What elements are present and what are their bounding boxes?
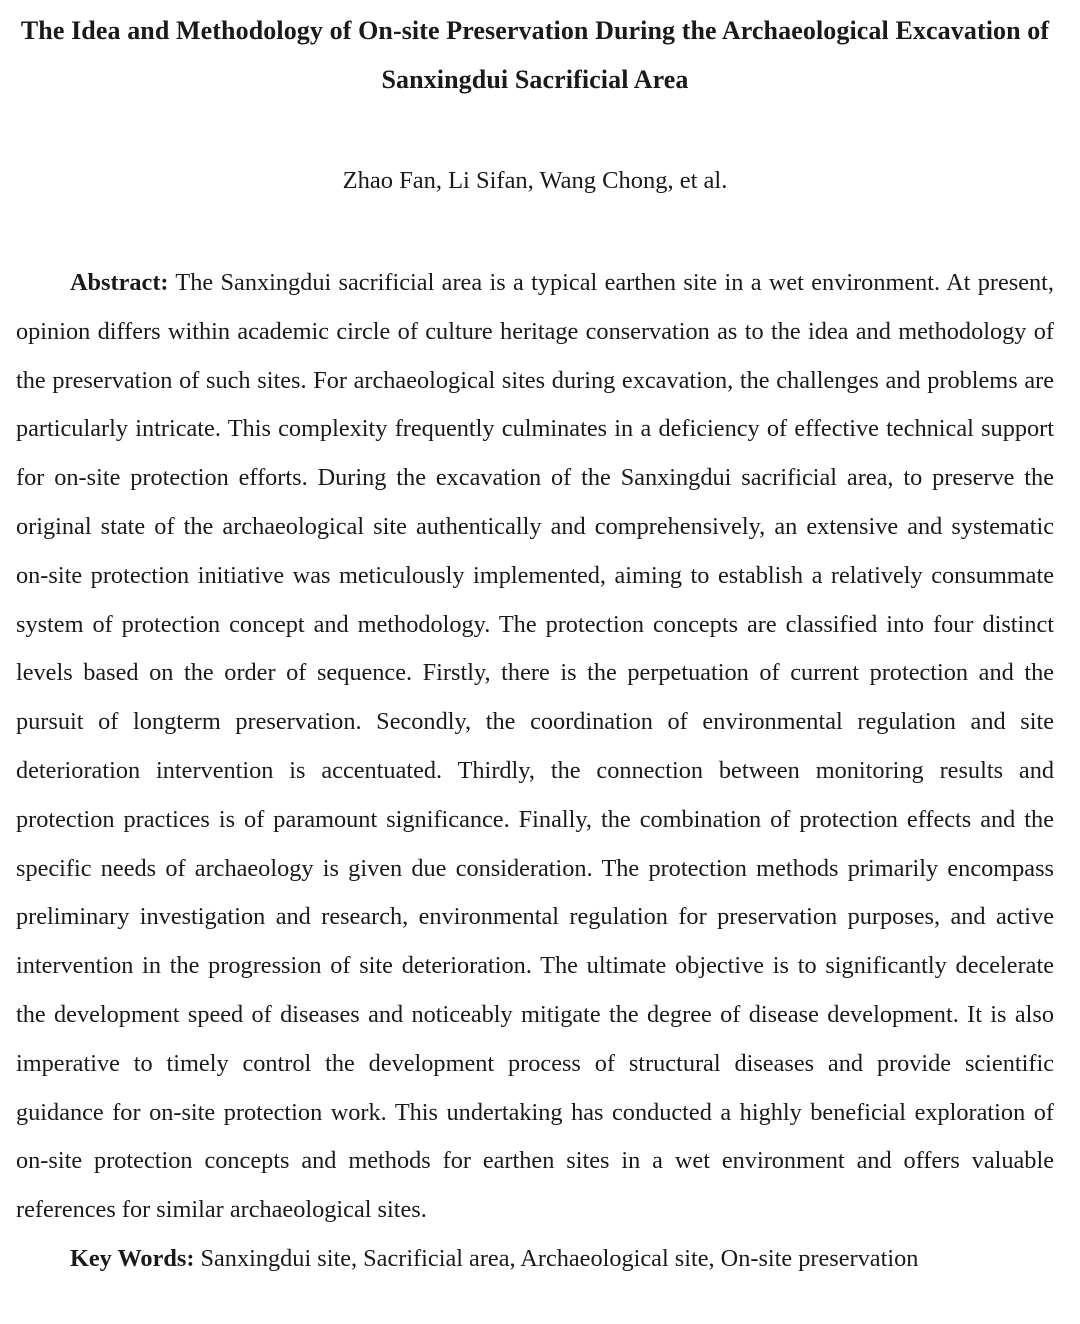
paper-authors: Zhao Fan, Li Sifan, Wang Chong, et al.: [342, 167, 728, 194]
abstract-text: The Sanxingdui sacrificial area is a typical earthen site in a wet environment. At present, opinion differs within academic circle of culture heritage conservation as to the idea and methodology of the preservation of such sites. For archaeological sites during excavation, the challenges and problems are particularly intricate. This complexity frequently culminates in a deficiency of effective technical support for on-site protection efforts. During the excavation of the Sanxingdui sacrificial area, to preserve the original state of the archaeological site authentically and comprehensively, an extensive and systematic on-site protection initiative was meticulously implemented, aiming to establish a relatively consummate system of protection concept and methodology. The protection concepts are classified into four distinct levels based on the order of sequence. Firstly, there is the perpetuation of current protection and the pursuit of longterm preservation. Secondly, the coordination of environmental regulation and site deterioration intervention is accentuated. Thirdly, the connection between monitoring results and protection practices is of paramount significance. Finally, the combination of protection effects and the specific needs of archaeology is given due consideration. The protection methods primarily encompass preliminary investigation and research, environmental regulation for preservation purposes, and active intervention in the progression of site deterioration. The ultimate objective is to significantly decelerate the development speed of diseases and noticeably mitigate the degree of disease development. It is also imperative to timely control the development process of structural diseases and provide scientific guidance for on-site protection work. This undertaking has conducted a highly beneficial exploration of on-site protection concepts and methods for earthen sites in a wet environment and offers valuable references for similar archaeological sites.: [16, 269, 1055, 1224]
paper-page: [16, 0, 1054, 1284]
abstract-paragraph: [16, 259, 1054, 1235]
keywords-line: [16, 1235, 1054, 1284]
keywords-label: Key Words:: [70, 1244, 195, 1272]
keywords-text: Sanxingdui site, Sacrificial area, Archaeological site, On-site preservation: [200, 1244, 919, 1272]
abstract-label: Abstract:: [70, 269, 169, 296]
paper-title: The Idea and Methodology of On-site Preservation During the Archaeological Excavation of Sanxingdui Sacrificial Area: [20, 16, 1050, 94]
